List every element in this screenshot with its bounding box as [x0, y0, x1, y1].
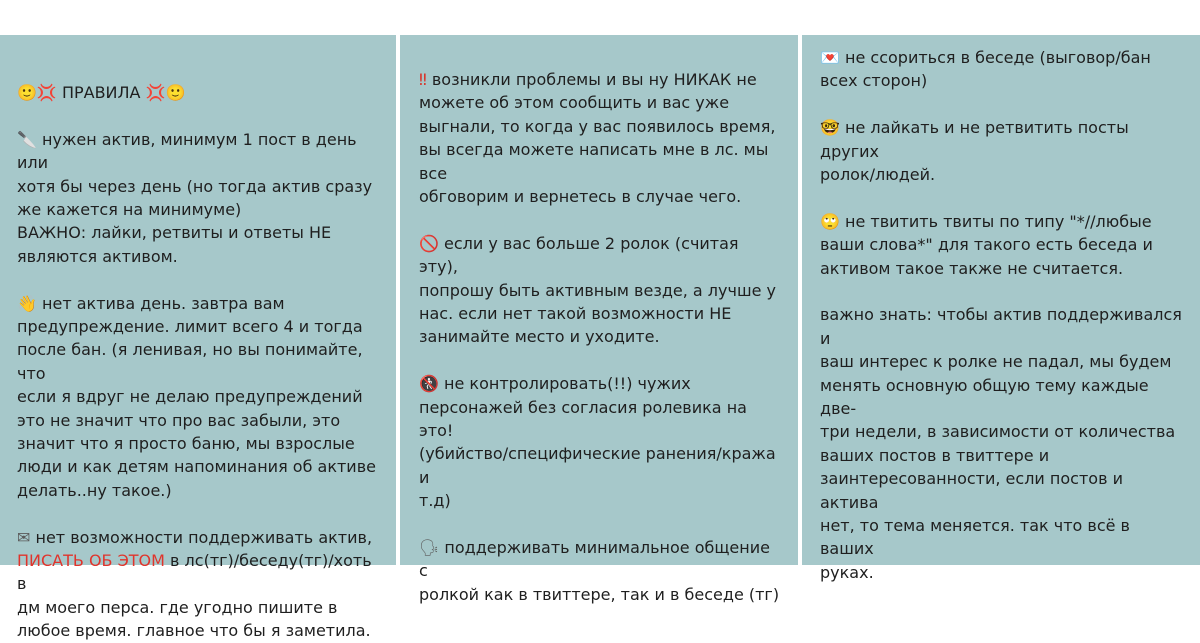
rule-text-line: вы всегда можете написать мне в лс. мы все — [419, 140, 774, 183]
rule-no-filler-tweets — [820, 210, 1184, 280]
rule-text-line: дм моего перса. где угодно пишите в — [17, 597, 338, 617]
rule-no-activity-notice — [17, 526, 382, 643]
angry-face-icon: 🙂💢 — [17, 83, 57, 102]
rule-text-line: возникли проблемы и вы ну НИКАК не — [431, 70, 757, 89]
rule-text-line: предупреждение. лимит всего 4 и тогда — [17, 317, 363, 337]
rule-text-line: в лс(тг)/беседу(тг)/хоть в — [17, 551, 377, 594]
rule-text-line: ВАЖНО: лайки, ретвиты и ответы НЕ — [17, 223, 332, 243]
rule-text-line: не ссориться в беседе (выговор/бан — [845, 48, 1151, 67]
rules-panel-middle — [400, 35, 798, 604]
rule-text-line: ваш интерес к ролке не падал, мы будем — [820, 352, 1172, 372]
rule-text-line: активом такое также не считается. — [820, 258, 1124, 278]
rule-text-line: (убийство/специфические ранения/кража и — [419, 444, 781, 487]
rules-panel-right — [802, 35, 1200, 582]
double-exclamation-icon: ‼ — [419, 70, 427, 89]
waving-hand-icon: 👋 — [17, 293, 37, 313]
rule-text-line: всех сторон) — [820, 71, 928, 91]
rules-panel-left — [0, 35, 396, 641]
rule-text-line: ролкой как в твиттере, так и в беседе (тг) — [419, 584, 780, 604]
rule-no-likes — [820, 116, 1184, 186]
rule-text-line: выгнали, то когда у вас появилось время, — [419, 116, 776, 136]
rule-text-line: являются активом. — [17, 246, 178, 266]
rule-text-line: нет актива день. завтра вам — [42, 293, 285, 313]
envelope-icon: ✉ — [17, 527, 31, 547]
rule-text-line: т.д) — [419, 491, 451, 511]
rule-text-line: делать..ну такое.) — [17, 480, 172, 500]
rule-text-line: не твитить твиты по типу "*//любые — [845, 211, 1152, 231]
rule-text-line: можете об этом сообщить и вас уже — [419, 93, 730, 113]
love-letter-icon: 💌 — [820, 48, 840, 67]
rule-text-line: значит что я просто баню, мы взрослые — [17, 434, 355, 454]
rule-text-line: ролок/людей. — [820, 165, 936, 185]
rule-text-line: заинтересованности, если постов и актива — [820, 469, 1129, 512]
rule-activity — [17, 128, 382, 268]
rule-text-line: после бан. (я ленивая, но вы понимайте, что — [17, 340, 368, 383]
rule-text-line: хотя бы через день (но тогда актив сразу — [17, 176, 373, 196]
rule-text-line: не лайкать и не ретвитить посты других — [820, 118, 1134, 161]
rule-problems — [419, 68, 782, 208]
rule-text-line: занимайте место и уходите. — [419, 327, 660, 347]
rule-text-line: нет возможности поддерживать актив, — [35, 527, 373, 547]
important-note — [820, 303, 1187, 584]
rule-text-line: если я вдруг не делаю предупреждений — [17, 387, 363, 407]
angry-face-icon: 💢🙂 — [145, 83, 186, 102]
rule-text-line: ваши слова*" для такого есть беседа и — [820, 235, 1153, 255]
rule-text-line: нас. если нет такой возможности НЕ — [419, 304, 732, 324]
rule-communication — [419, 536, 782, 606]
rule-text-line: важно знать: чтобы актив поддерживался и — [820, 305, 1187, 348]
rules-title-text: ПРАВИЛА — [61, 83, 141, 102]
rule-multiple-roleplays — [419, 232, 782, 349]
prohibited-icon: 🚫 — [419, 233, 439, 253]
rules-title — [17, 81, 382, 104]
rule-no-fights — [820, 46, 1184, 93]
rule-text-line: нет, то тема меняется. так что всё в ваших — [820, 516, 1136, 559]
rule-warnings — [17, 292, 382, 503]
rule-text-line: попрошу быть активным везде, а лучше у — [419, 280, 776, 300]
rule-text-line: же кажется на минимуме) — [17, 200, 242, 220]
rule-text-line: нужен актив, минимум 1 пост в день или — [17, 129, 362, 173]
write-about-it-highlight: ПИСАТЬ ОБ ЭТОМ — [17, 551, 165, 571]
rule-text-line: любое время. главное что бы я заметила. — [17, 621, 371, 641]
rule-text-line: это не значит что про вас забыли, это — [17, 410, 341, 430]
rule-text-line: менять основную общую тему каждые две- — [820, 375, 1154, 419]
rule-text-line: ваших постов в твиттере и — [820, 445, 1050, 465]
speaking-head-icon: 🗣 — [419, 538, 440, 558]
rule-text-line: обговорим и вернетесь в случае чего. — [419, 187, 742, 207]
rule-no-control — [419, 372, 782, 512]
rule-text-line: если у вас больше 2 ролок (считая эту), — [419, 233, 744, 277]
rule-text-line: не контролировать(!!) чужих — [444, 374, 691, 394]
rule-text-line: персонажей без согласия ролевика на это! — [419, 397, 753, 441]
rule-text-line: люди и как детям напоминания об активе — [17, 457, 376, 477]
knife-icon: 🔪 — [17, 129, 37, 149]
rule-text-line: поддерживать минимальное общение с — [419, 538, 776, 581]
rule-text-line: три недели, в зависимости от количества — [820, 422, 1176, 442]
eye-roll-face-icon: 🙄 — [820, 211, 840, 231]
rule-text-line: руках. — [820, 562, 874, 582]
no-pedestrians-icon: 🚷 — [419, 374, 439, 394]
nerd-face-icon: 🤓 — [820, 118, 840, 138]
